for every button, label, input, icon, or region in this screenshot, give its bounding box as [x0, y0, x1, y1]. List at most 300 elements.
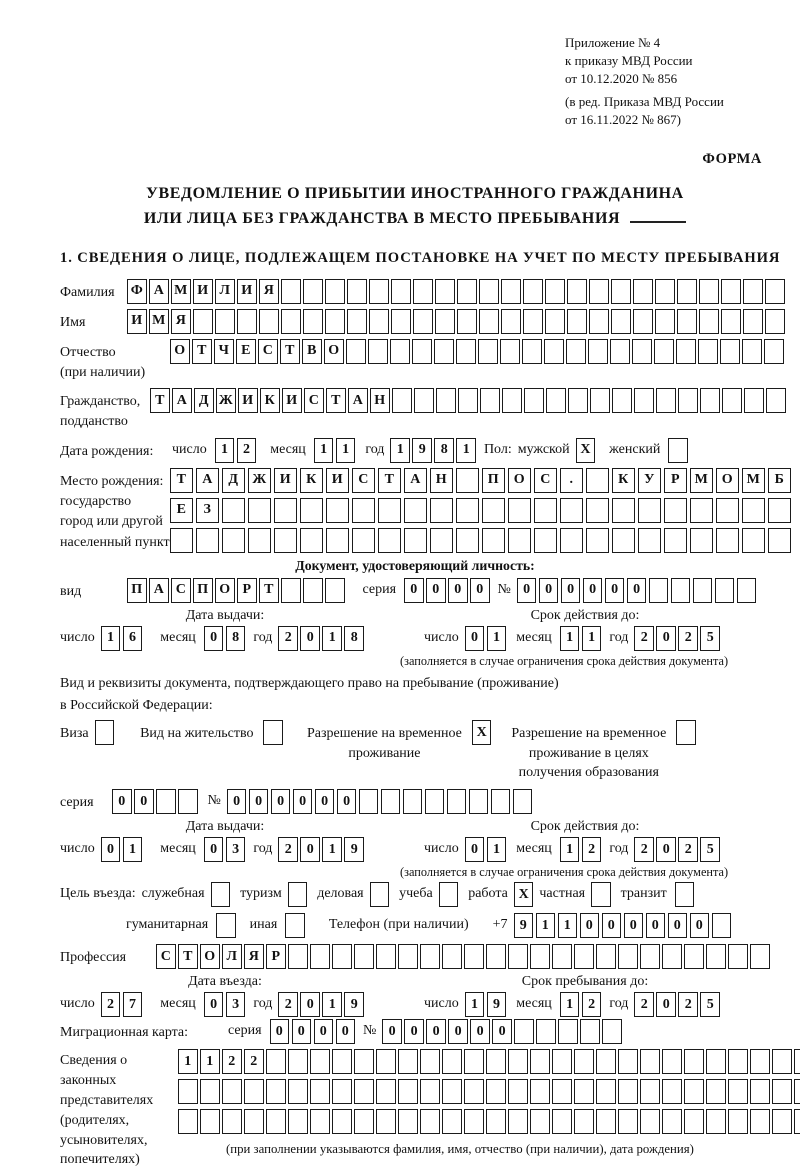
form-cell	[566, 339, 586, 364]
form-cell	[244, 1079, 264, 1104]
blank-underline	[630, 207, 686, 223]
form-cell	[248, 498, 271, 523]
firstname-row	[60, 309, 770, 334]
form-cell: 3	[226, 992, 246, 1017]
form-cell	[698, 339, 718, 364]
form-cell	[435, 309, 455, 334]
form-cell: 0	[227, 789, 247, 814]
form-cell: 8	[434, 438, 454, 463]
form-cell	[596, 944, 616, 969]
form-cell	[743, 279, 763, 304]
birthdate-row	[60, 438, 770, 463]
form-cell	[722, 388, 742, 413]
form-cell: М	[742, 468, 765, 493]
form-cell	[482, 498, 505, 523]
issue-date-title: Дата выдачи:	[185, 819, 265, 835]
form-cell: 2	[278, 992, 298, 1017]
form-cell	[486, 1049, 506, 1074]
purpose-option-label: туризм	[240, 886, 282, 902]
form-cell	[596, 1049, 616, 1074]
form-cell	[750, 1079, 770, 1104]
form-cell	[478, 339, 498, 364]
form-cell	[378, 498, 401, 523]
form-cell: 7	[123, 992, 143, 1017]
form-cell	[369, 309, 389, 334]
form-cell	[640, 1109, 660, 1134]
form-cell: В	[302, 339, 322, 364]
form-cell: Б	[768, 468, 791, 493]
form-cell	[684, 1049, 704, 1074]
migration-series-label: серия	[228, 1023, 262, 1039]
amendment-line: (в ред. Приказа МВД России	[565, 93, 724, 109]
form-cell: Т	[150, 388, 170, 413]
form-cell	[743, 309, 763, 334]
form-cell: 0	[627, 578, 647, 603]
form-cell	[514, 1019, 534, 1044]
appendix-line: к приказу МВД России	[565, 53, 693, 69]
form-cell	[376, 1109, 396, 1134]
representatives-note: (при заполнении указываются фамилия, имя, отчество (при наличии), дата рождения)	[226, 1142, 694, 1157]
form-cell: 1	[101, 626, 121, 651]
form-cell	[259, 309, 279, 334]
valid-year-cells	[634, 626, 720, 651]
form-cell	[742, 528, 765, 553]
form-cell	[464, 1079, 484, 1104]
issue-date-title: Дата выдачи:	[185, 607, 265, 623]
form-cell	[794, 1049, 800, 1074]
male-checkbox: X	[576, 438, 596, 463]
form-cell: 0	[470, 1019, 490, 1044]
form-cell	[346, 339, 366, 364]
form-cell	[486, 1079, 506, 1104]
day-label: число	[60, 629, 95, 645]
form-cell	[434, 339, 454, 364]
form-cell: П	[127, 578, 147, 603]
form-cell	[390, 339, 410, 364]
purpose-label: Цель въезда:	[60, 886, 136, 902]
stay-number-label: №	[207, 793, 221, 809]
form-cell: 0	[300, 626, 320, 651]
form-cell	[618, 1109, 638, 1134]
form-cell	[536, 1019, 556, 1044]
valid-note: (заполняется в случае ограничения срока действия документа)	[400, 653, 729, 668]
form-cell: 2	[244, 1049, 264, 1074]
form-cell	[193, 309, 213, 334]
form-cell	[354, 1109, 374, 1134]
form-cell	[508, 1079, 528, 1104]
form-cell	[684, 1079, 704, 1104]
form-cell	[574, 944, 594, 969]
doc-kind-cells	[127, 578, 345, 603]
form-cell	[457, 279, 477, 304]
purpose-row-2	[60, 913, 770, 938]
form-cell: О	[508, 468, 531, 493]
stay-until-title: Срок пребывания до:	[521, 974, 649, 990]
form-cell: Т	[178, 944, 198, 969]
form-cell	[552, 1049, 572, 1074]
issue-day-cells	[101, 626, 143, 651]
form-cell	[456, 339, 476, 364]
form-cell: 2	[237, 438, 257, 463]
form-cell: 0	[204, 837, 224, 862]
form-cell	[534, 498, 557, 523]
form-cell	[274, 528, 297, 553]
month-label: месяц	[516, 841, 552, 857]
form-cell	[632, 339, 652, 364]
form-cell: И	[127, 309, 147, 334]
option-temp-residence	[307, 720, 491, 763]
form-cell	[721, 309, 741, 334]
form-cell	[376, 1079, 396, 1104]
birthplace-cell-rows	[170, 468, 791, 553]
visa-label: Виза	[60, 726, 89, 742]
form-cell: 1	[487, 837, 507, 862]
form-cell: О	[215, 578, 235, 603]
temp-residence-label: Разрешение на временное проживание	[306, 726, 462, 761]
form-cell	[768, 498, 791, 523]
form-cell	[649, 578, 669, 603]
doc-number-label: №	[497, 581, 511, 597]
form-cell	[706, 1109, 726, 1134]
form-cell: 0	[249, 789, 269, 814]
purpose-transit-checkbox	[675, 882, 695, 907]
form-cell: 9	[344, 837, 364, 862]
form-cell	[728, 1109, 748, 1134]
birth-day-cells	[215, 438, 257, 463]
form-cell	[310, 944, 330, 969]
appendix-line: от 10.12.2020 № 856	[565, 71, 678, 87]
form-cell	[684, 1109, 704, 1134]
form-cell: 1	[215, 438, 235, 463]
form-cell	[244, 1109, 264, 1134]
form-cell	[369, 279, 389, 304]
form-cell	[560, 498, 583, 523]
form-cell: О	[716, 468, 739, 493]
form-cell	[502, 388, 522, 413]
form-cell	[425, 789, 445, 814]
firstname-label: Имя	[60, 314, 86, 330]
form-cell: 9	[412, 438, 432, 463]
form-cell: 0	[602, 913, 622, 938]
form-cell	[764, 339, 784, 364]
form-cell	[534, 528, 557, 553]
entry-day-cells	[101, 992, 143, 1017]
valid-month-cells	[560, 626, 602, 651]
day-label: число	[60, 996, 95, 1012]
form-cell	[486, 1109, 506, 1134]
form-cell	[325, 279, 345, 304]
migration-series-cells	[270, 1019, 356, 1044]
form-cell: 0	[668, 913, 688, 938]
form-cell: 2	[222, 1049, 242, 1074]
form-cell	[706, 944, 726, 969]
form-cell	[721, 279, 741, 304]
form-cell: 1	[314, 438, 334, 463]
form-cell: А	[196, 468, 219, 493]
profession-row	[60, 944, 770, 969]
form-cell	[430, 498, 453, 523]
form-cell: 1	[178, 1049, 198, 1074]
form-cell	[420, 1109, 440, 1134]
form-cell	[699, 279, 719, 304]
valid-day-cells	[465, 626, 507, 651]
purpose-option-label: деловая	[317, 886, 364, 902]
form-cell: 1	[582, 626, 602, 651]
form-cell: 0	[404, 1019, 424, 1044]
form-cell: 0	[656, 837, 676, 862]
form-cell: 0	[656, 626, 676, 651]
form-cell	[765, 309, 785, 334]
form-cell: Р	[237, 578, 257, 603]
form-cell	[196, 528, 219, 553]
form-cell: С	[352, 468, 375, 493]
form-cell	[589, 279, 609, 304]
form-cell	[414, 388, 434, 413]
valid-month-cells	[560, 837, 602, 862]
form-cell	[281, 279, 301, 304]
form-cell	[634, 388, 654, 413]
phone-cells	[514, 913, 732, 938]
profession-cells	[156, 944, 770, 969]
form-cell	[560, 528, 583, 553]
form-cell	[442, 944, 462, 969]
male-label: мужской	[517, 441, 570, 457]
form-cell: 2	[278, 626, 298, 651]
form-cell: 2	[278, 837, 298, 862]
form-cell	[403, 789, 423, 814]
form-cell	[530, 944, 550, 969]
form-cell	[530, 1109, 550, 1134]
form-cell	[700, 388, 720, 413]
form-cell: И	[193, 279, 213, 304]
title-line-1: УВЕДОМЛЕНИЕ О ПРИБЫТИИ ИНОСТРАННОГО ГРАЖДАНИНА	[146, 184, 684, 202]
form-cell	[442, 1049, 462, 1074]
form-cell	[612, 388, 632, 413]
form-cell	[178, 1109, 198, 1134]
option-residence-permit	[140, 720, 283, 745]
entry-month-cells	[204, 992, 246, 1017]
form-cell	[638, 528, 661, 553]
form-cell	[728, 1079, 748, 1104]
form-cell	[352, 498, 375, 523]
form-cell	[715, 578, 735, 603]
form-cell: 0	[300, 837, 320, 862]
form-cell: 2	[582, 992, 602, 1017]
residence-checkbox	[263, 720, 283, 745]
form-cell	[772, 1079, 792, 1104]
representatives-block	[60, 1049, 770, 1170]
form-cell	[412, 339, 432, 364]
form-cell: Т	[280, 339, 300, 364]
purpose-option-label: работа	[468, 886, 508, 902]
form-cell	[480, 388, 500, 413]
section-1-heading: 1. СВЕДЕНИЯ О ЛИЦЕ, ПОДЛЕЖАЩЕМ ПОСТАНОВКЕ НА УЧЕТ ПО МЕСТУ ПРЕБЫВАНИЯ	[60, 249, 781, 266]
form-cell	[281, 309, 301, 334]
form-cell: 1	[536, 913, 556, 938]
form-cell: 0	[314, 1019, 334, 1044]
form-cell	[589, 309, 609, 334]
form-cell	[610, 339, 630, 364]
form-cell	[693, 578, 713, 603]
form-cell	[442, 1079, 462, 1104]
form-cell	[544, 339, 564, 364]
form-cell	[612, 528, 635, 553]
identity-doc-dates	[60, 608, 770, 669]
form-cell	[303, 279, 323, 304]
temp-residence-checkbox: X	[472, 720, 492, 745]
form-cell	[200, 1109, 220, 1134]
visa-checkbox	[95, 720, 115, 745]
form-cell	[178, 1079, 198, 1104]
form-cell	[586, 498, 609, 523]
form-cell: 1	[200, 1049, 220, 1074]
form-cell	[618, 944, 638, 969]
form-cell	[765, 279, 785, 304]
day-label: число	[172, 441, 207, 457]
form-cell	[654, 339, 674, 364]
form-cell: Е	[236, 339, 256, 364]
form-cell	[288, 1049, 308, 1074]
form-cell	[574, 1109, 594, 1134]
stay-doc-intro: Вид и реквизиты документа, подтверждающего право на пребывание (проживание) в Российской Федерации:	[60, 675, 559, 713]
form-cell	[524, 388, 544, 413]
form-cell: 5	[700, 992, 720, 1017]
form-cell: .	[560, 468, 583, 493]
female-label: женский	[609, 441, 661, 457]
form-cell: 0	[624, 913, 644, 938]
form-cell	[664, 498, 687, 523]
form-cell: 0	[465, 626, 485, 651]
form-cell	[508, 1049, 528, 1074]
form-cell	[712, 913, 732, 938]
form-cell	[690, 498, 713, 523]
form-cell: 1	[560, 837, 580, 862]
form-cell: 2	[634, 837, 654, 862]
form-cell	[447, 789, 467, 814]
form-cell	[662, 1049, 682, 1074]
form-cell	[237, 309, 257, 334]
form-cell: Ч	[214, 339, 234, 364]
form-cell	[352, 528, 375, 553]
appendix-line: Приложение № 4	[565, 35, 661, 50]
form-cell	[222, 528, 245, 553]
form-body	[60, 279, 784, 1170]
form-cell	[618, 1079, 638, 1104]
form-cell: 3	[226, 837, 246, 862]
form-cell	[310, 1109, 330, 1134]
form-cell	[678, 388, 698, 413]
form-cell	[200, 1079, 220, 1104]
form-cell: 1	[560, 626, 580, 651]
form-cell	[456, 468, 479, 493]
option-visa	[60, 720, 114, 745]
form-cell	[508, 1109, 528, 1134]
form-cell: С	[171, 578, 191, 603]
form-cell	[716, 498, 739, 523]
year-label: год	[609, 841, 629, 857]
form-cell	[266, 1079, 286, 1104]
form-cell	[523, 279, 543, 304]
form-cell	[671, 578, 691, 603]
form-cell	[662, 1109, 682, 1134]
form-cell	[413, 279, 433, 304]
form-cell	[568, 388, 588, 413]
issue-month-cells	[204, 837, 246, 862]
month-label: месяц	[516, 996, 552, 1012]
form-cell	[430, 528, 453, 553]
migration-number-label: №	[363, 1023, 377, 1039]
form-cell	[288, 944, 308, 969]
form-cell: 0	[605, 578, 625, 603]
form-cell: 2	[582, 837, 602, 862]
form-cell: 0	[112, 789, 132, 814]
form-cell	[325, 578, 345, 603]
form-cell: 0	[292, 1019, 312, 1044]
form-cell	[772, 1109, 792, 1134]
year-label: год	[365, 441, 385, 457]
edu-residence-checkbox	[676, 720, 696, 745]
form-cell: О	[170, 339, 190, 364]
form-cell: 1	[456, 438, 476, 463]
citizenship-cells	[150, 388, 786, 413]
form-cell	[552, 1079, 572, 1104]
day-label: число	[424, 841, 459, 857]
form-cell	[611, 279, 631, 304]
form-cell	[359, 789, 379, 814]
form-cell: У	[638, 468, 661, 493]
form-cell	[618, 1049, 638, 1074]
form-cell	[381, 789, 401, 814]
form-cell	[376, 944, 396, 969]
form-cell: Т	[259, 578, 279, 603]
form-cell	[662, 1079, 682, 1104]
form-cell	[588, 339, 608, 364]
form-cell	[325, 309, 345, 334]
form-cell	[442, 1109, 462, 1134]
form-cell: 0	[271, 789, 291, 814]
form-cell	[742, 339, 762, 364]
form-cell	[602, 1019, 622, 1044]
form-cell	[567, 279, 587, 304]
form-cell	[420, 944, 440, 969]
form-cell: Я	[244, 944, 264, 969]
form-cell	[354, 1079, 374, 1104]
form-cell	[728, 944, 748, 969]
form-cell	[486, 944, 506, 969]
form-cell	[215, 309, 235, 334]
form-cell	[513, 789, 533, 814]
form-cell	[288, 1079, 308, 1104]
purpose-option-label: учеба	[399, 886, 433, 902]
form-cell: Д	[194, 388, 214, 413]
form-cell	[500, 339, 520, 364]
form-cell: 0	[134, 789, 154, 814]
purpose-business-checkbox	[370, 882, 390, 907]
form-cell	[456, 528, 479, 553]
form-cell	[750, 1109, 770, 1134]
form-cell	[436, 388, 456, 413]
representatives-cells	[178, 1049, 800, 1157]
form-cell: О	[324, 339, 344, 364]
form-cell: Т	[170, 468, 193, 493]
form-cell	[398, 1049, 418, 1074]
birthplace-cells-2	[170, 498, 791, 523]
purpose-tourism-checkbox	[288, 882, 308, 907]
form-cell	[655, 279, 675, 304]
form-cell: 1	[123, 837, 143, 862]
form-cell	[750, 1049, 770, 1074]
form-cell	[347, 279, 367, 304]
